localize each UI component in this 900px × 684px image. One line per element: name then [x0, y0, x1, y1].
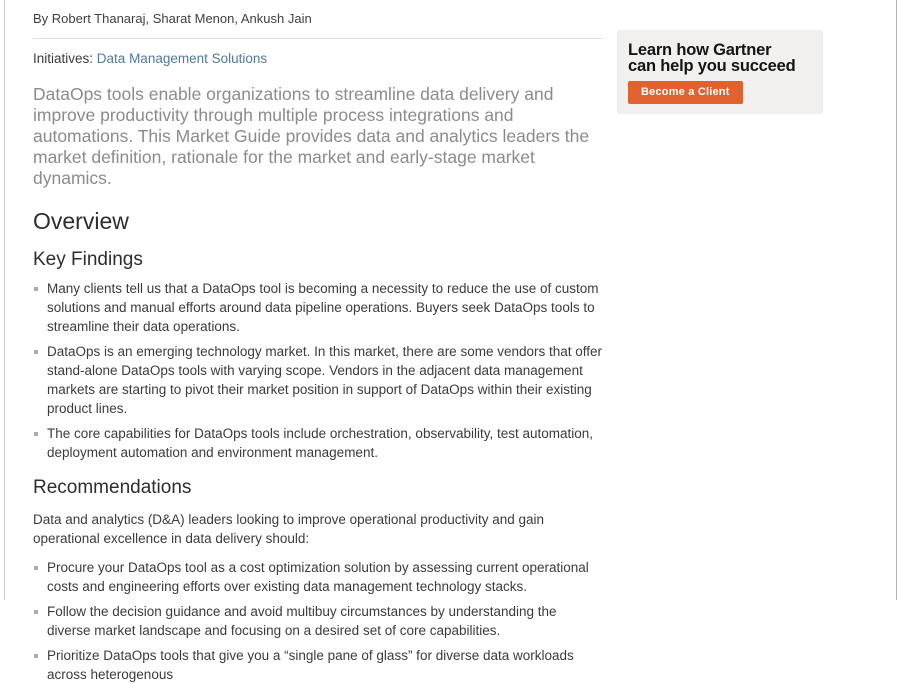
bullet-square-icon [34, 566, 38, 570]
bullet-square-icon [34, 287, 38, 291]
list-item [33, 646, 603, 684]
overview-heading: Overview [33, 208, 129, 234]
list-item-text: Follow the decision guidance and avoid multibuy circumstances by understanding the diverse market landscape and focusing on a desired set of core capabilities. [47, 604, 557, 638]
initiatives-label: Initiatives: [33, 51, 94, 66]
bullet-square-icon [34, 654, 38, 658]
promo-heading-line2: can help you succeed [628, 56, 796, 75]
list-item-text: DataOps is an emerging technology market. In this market, there are some vendors that offer stand-alone DataOps tools with varying scope. Vendors in the adjacent data management markets are starting to pivot their market position in support of DataOps within their existing product lines. [47, 344, 603, 416]
recommendations-list [33, 558, 603, 684]
list-item [33, 279, 603, 336]
divider [33, 38, 603, 39]
list-item-text: Many clients tell us that a DataOps tool is becoming a necessity to reduce the use of custom solutions and manual efforts around data pipeline operations. Buyers seek DataOps tools to streamline their data operations. [47, 281, 599, 334]
promo-heading-line1: Learn how Gartner [628, 41, 772, 59]
page-left-border [4, 0, 5, 600]
list-item [33, 342, 603, 418]
list-item [33, 602, 603, 640]
promo-box [617, 30, 823, 114]
bullet-square-icon [34, 350, 38, 354]
list-item-text: Procure your DataOps tool as a cost optimization solution by assessing current operational costs and engineering efforts over existing data management technology stacks. [47, 560, 589, 594]
summary-abstract: DataOps tools enable organizations to streamline data delivery and improve productivity through multiple process integrations and automations. This Market Guide provides data and analytics leaders the market definition, rationale for the market and early-stage market dynamics. [33, 84, 590, 188]
byline: By Robert Thanaraj, Sharat Menon, Ankush Jain [33, 11, 312, 26]
recommendations-intro: Data and analytics (D&A) leaders looking to improve operational productivity and gain operational excellence in data delivery should: [33, 512, 545, 546]
bullet-square-icon [34, 610, 38, 614]
become-a-client-button[interactable]: Become a Client [628, 81, 743, 104]
recommendations-heading: Recommendations [33, 477, 192, 498]
initiatives-row [33, 51, 603, 67]
article-main-column [33, 0, 603, 684]
list-item-text: Prioritize DataOps tools that give you a “single pane of glass” for diverse data workloads across heterogenous [47, 648, 574, 682]
list-item [33, 424, 603, 462]
list-item [33, 558, 603, 596]
initiatives-link[interactable]: Data Management Solutions [96, 51, 268, 66]
key-findings-heading: Key Findings [33, 249, 143, 270]
bullet-square-icon [34, 432, 38, 436]
promo-heading [628, 43, 812, 74]
list-item-text: The core capabilities for DataOps tools include orchestration, observability, test automation, deployment automation and environment management. [47, 426, 594, 460]
page-right-border [896, 0, 897, 600]
key-findings-list [33, 279, 603, 462]
